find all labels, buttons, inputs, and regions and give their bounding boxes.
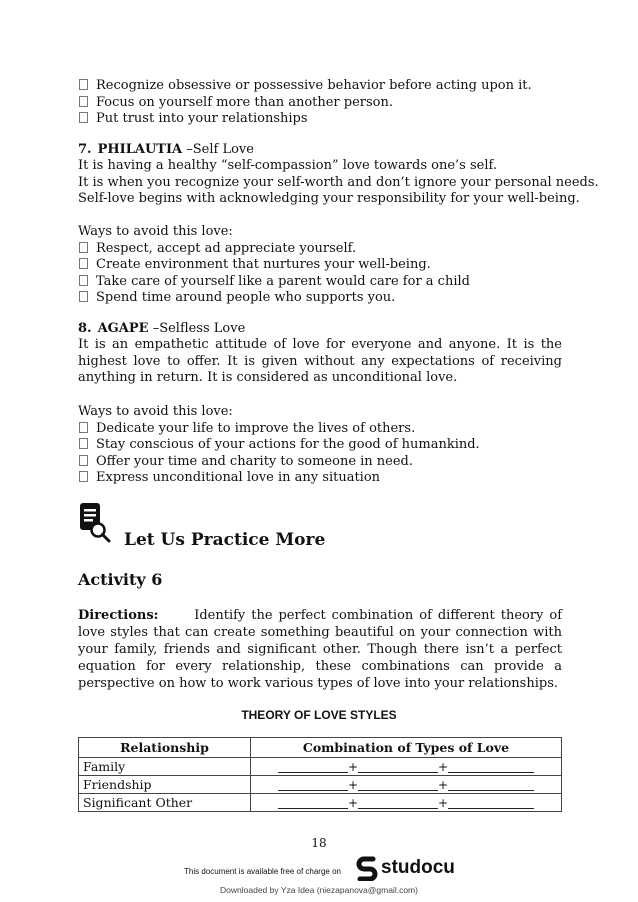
list-item: Put trust into your relationships [78, 111, 562, 128]
bullet-box-icon [79, 79, 88, 90]
bullet-box-icon [79, 242, 88, 253]
list-item: Focus on yourself more than another person. [78, 95, 562, 112]
table-row [79, 794, 562, 812]
table-title: THEORY OF LOVE STYLES [241, 708, 397, 722]
relationship-cell: Friendship [79, 776, 251, 794]
column-header: Combination of Types of Love [251, 738, 562, 758]
agape-description: It is an empathetic attitude of love for everyone and anyone. It is the highest love to offer. It is given without any expectations of receiving anything in return. It is considered as unconditional love. [78, 337, 562, 385]
relationship-cell: Significant Other [79, 794, 251, 812]
bullet-box-icon [79, 471, 88, 482]
bullet-box-icon [79, 275, 88, 286]
table-row [79, 776, 562, 794]
combination-blanks[interactable]: + + [251, 758, 562, 776]
bullet-box-icon [79, 422, 88, 433]
directions [78, 607, 562, 692]
studocu-logo[interactable] [356, 855, 455, 881]
agape-ways: Ways to avoid this love: Dedicate your life to improve the lives of others. Stay conscious of your actions for the good of humankind. Offer your time and charity to someone in need. Express unconditional love in any situation [78, 404, 562, 487]
section-heading: Let Us Practice More [124, 530, 326, 550]
list-item: Create environment that nurtures your well-being. [78, 257, 562, 274]
list-item: Take care of yourself like a parent would care for a child [78, 274, 562, 291]
directions-text: Identify the perfect combination of different theory of love styles that can create something beautiful on your connection with your family, friends and significant other. Though there isn’t a perfect equation for every relationship, these combinations can provide a perspective on how to work various types of love into your relationships. [78, 608, 562, 691]
bullet-box-icon [79, 258, 88, 269]
list-item: Spend time around people who supports you. [78, 290, 562, 307]
bullet-box-icon [79, 96, 88, 107]
page-number: 18 [311, 836, 327, 850]
table-row [79, 758, 562, 776]
column-header: Relationship [79, 738, 251, 758]
activity-title: Activity 6 [78, 570, 163, 589]
list-item: Dedicate your life to improve the lives of others. [78, 421, 562, 438]
download-note: Downloaded by Yza Idea (niezapanova@gmail.com) [220, 885, 418, 895]
bullet-box-icon [79, 438, 88, 449]
availability-note: This document is available free of charge on [184, 867, 341, 876]
list-item: Recognize obsessive or possessive behavior before acting upon it. [78, 78, 562, 95]
list-item: Respect, accept ad appreciate yourself. [78, 241, 562, 258]
list-item: Express unconditional love in any situation [78, 470, 562, 487]
top-bullet-list [78, 78, 562, 128]
philautia-ways: Ways to avoid this love: Respect, accept ad appreciate yourself. Create environment that nurtures your well-being. Take care of yourself like a parent would care for a child Spend time around people who supports you. [78, 224, 562, 307]
combination-blanks[interactable]: + + [251, 776, 562, 794]
document-search-icon [78, 501, 114, 545]
bullet-box-icon [79, 112, 88, 123]
studocu-logo-text: studocu [381, 857, 455, 878]
studocu-logo-icon [356, 855, 378, 881]
bullet-box-icon [79, 455, 88, 466]
directions-label: Directions: [78, 608, 159, 623]
philautia-heading: 7. PHILAUTIA –Self Love [78, 142, 254, 157]
relationship-cell: Family [79, 758, 251, 776]
list-item: Stay conscious of your actions for the good of humankind. [78, 437, 562, 454]
bullet-box-icon [79, 291, 88, 302]
list-item: Offer your time and charity to someone in need. [78, 454, 562, 471]
agape-heading: 8. AGAPE –Selfless Love [78, 321, 246, 336]
love-styles-table [78, 737, 562, 812]
philautia-description: It is having a healthy “self-compassion” love towards one’s self. It is when you recognize your self-worth and don’t ignore your personal needs. Self-love begins with acknowledging your responsibility for your well-being. [78, 158, 599, 206]
combination-blanks[interactable]: + + [251, 794, 562, 812]
table-header-row [79, 738, 562, 758]
